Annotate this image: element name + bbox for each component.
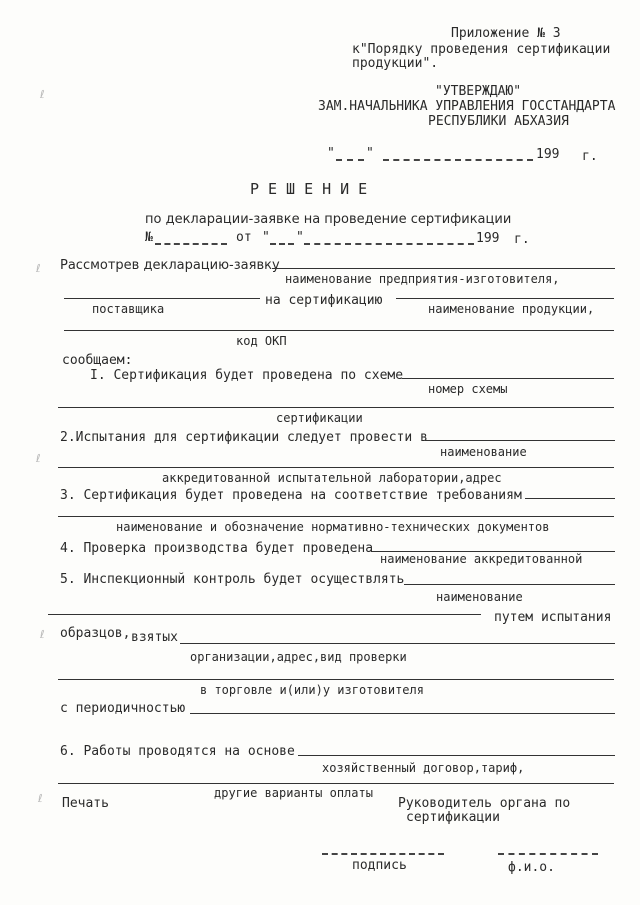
basis-quote-close: " [296,230,304,245]
approval-day-line [336,159,364,161]
margin-mark: ℓ [36,452,41,465]
by-testing-label: путем испытания [494,610,612,625]
basis-year-suffix: г. [514,232,530,247]
item-2: 2.Испытания для сертификации следует провести в [60,430,428,445]
item-4: 4. Проверка производства будет проведена [60,541,374,556]
inspection-line [404,584,615,585]
inspection-line-2 [48,614,481,615]
basis-month-line [304,243,474,245]
approval-date-quote-open: " [327,146,335,161]
approval-date-quote-close: " [366,146,374,161]
signature-line [322,853,444,855]
basis-quote-open: " [262,230,270,245]
stamp-label: Печать [62,796,109,811]
manufacturer-hint: наименование предприятия-изготовителя, [285,272,560,286]
approval-position-1: ЗАМ.НАЧАЛЬНИКА УПРАВЛЕНИЯ ГОССТАНДАРТА [318,99,616,114]
other-payment-hint: другие варианты оплаты [214,786,373,800]
considered-label: Рассмотрев декларацию-заявку [60,258,280,273]
margin-mark: ℓ [38,792,43,805]
signature-label: подпись [352,858,407,873]
approval-label: "УТВЕРЖДАЮ" [435,84,522,99]
basis-day-line [270,243,294,245]
manufacturer-line [272,268,615,269]
approval-year: 199 [536,147,560,162]
norm-docs-line [58,516,614,517]
basis-no-line [155,243,227,245]
basis-contract-line [298,755,615,756]
margin-mark: ℓ [40,88,45,101]
item-5: 5. Инспекционный контроль будет осуществлять [60,572,405,587]
name-hint-2: наименование [436,590,523,604]
product-hint: наименование продукции, [428,302,595,316]
we-inform-label: сообщаем: [62,353,133,368]
accredited-hint: наименование аккредитованной [380,552,583,566]
item-3: 3. Сертификация будет проведена на соответствие требованиям [60,488,522,503]
name-hint: наименование [440,445,527,459]
trade-hint: в торговле и(или)у изготовителя [200,683,424,697]
lab-line [58,467,614,468]
approval-year-suffix: г. [582,149,598,164]
certification-hint: сертификации [276,411,363,425]
margin-mark: ℓ [36,262,41,275]
appendix-line-1: Приложение № 3 [451,26,561,41]
for-certification-label: на сертификацию [265,293,383,308]
trade-line [58,679,614,680]
supplier-hint: поставщика [92,302,165,316]
basis-line: по декларации-заявке на проведение сертификации [145,212,512,227]
org-hint: организации,адрес,вид проверки [190,650,407,664]
approval-position-2: РЕСПУБЛИКИ АБХАЗИЯ [428,114,569,129]
lab-hint: аккредитованной испытательной лаборатории,адрес [162,471,502,485]
item-1: I. Сертификация будет проведена по схеме [90,368,404,383]
samples-line [180,643,615,644]
document-title: РЕШЕНИЕ [250,180,377,198]
scheme-hint: номер схемы [428,382,508,396]
appendix-line-3: продукции". [352,56,439,71]
basis-year: 199 [476,231,500,246]
scheme-line [402,378,614,379]
head-label-1: Руководитель органа по [398,796,571,811]
requirements-line [525,498,615,499]
initials-label: ф.и.о. [508,860,555,875]
norm-docs-hint: наименование и обозначение нормативно-технических документов [116,520,550,534]
head-label-2: сертификации [406,810,500,825]
product-line [396,298,614,299]
okp-hint: код ОКП [236,334,287,348]
lab-name-line [425,440,615,441]
payment-line [58,783,614,784]
samples-label: образцов, [60,626,131,641]
basis-no-label: № [145,230,153,245]
basis-from-label: от [236,230,252,245]
contract-hint: хозяйственный договор,тариф, [322,761,525,775]
certification-line [58,407,614,408]
periodicity-label: с периодичностью [60,701,186,716]
appendix-line-2: к"Порядку проведения сертификации [352,42,611,57]
margin-mark: ℓ [40,628,45,641]
approval-month-line [383,159,533,161]
okp-line [64,330,614,331]
supplier-line-left [64,298,260,299]
periodicity-line [190,713,615,714]
item-6: 6. Работы проводятся на основе [60,744,295,759]
initials-line [498,853,598,855]
taken-label: взятых [131,630,178,645]
